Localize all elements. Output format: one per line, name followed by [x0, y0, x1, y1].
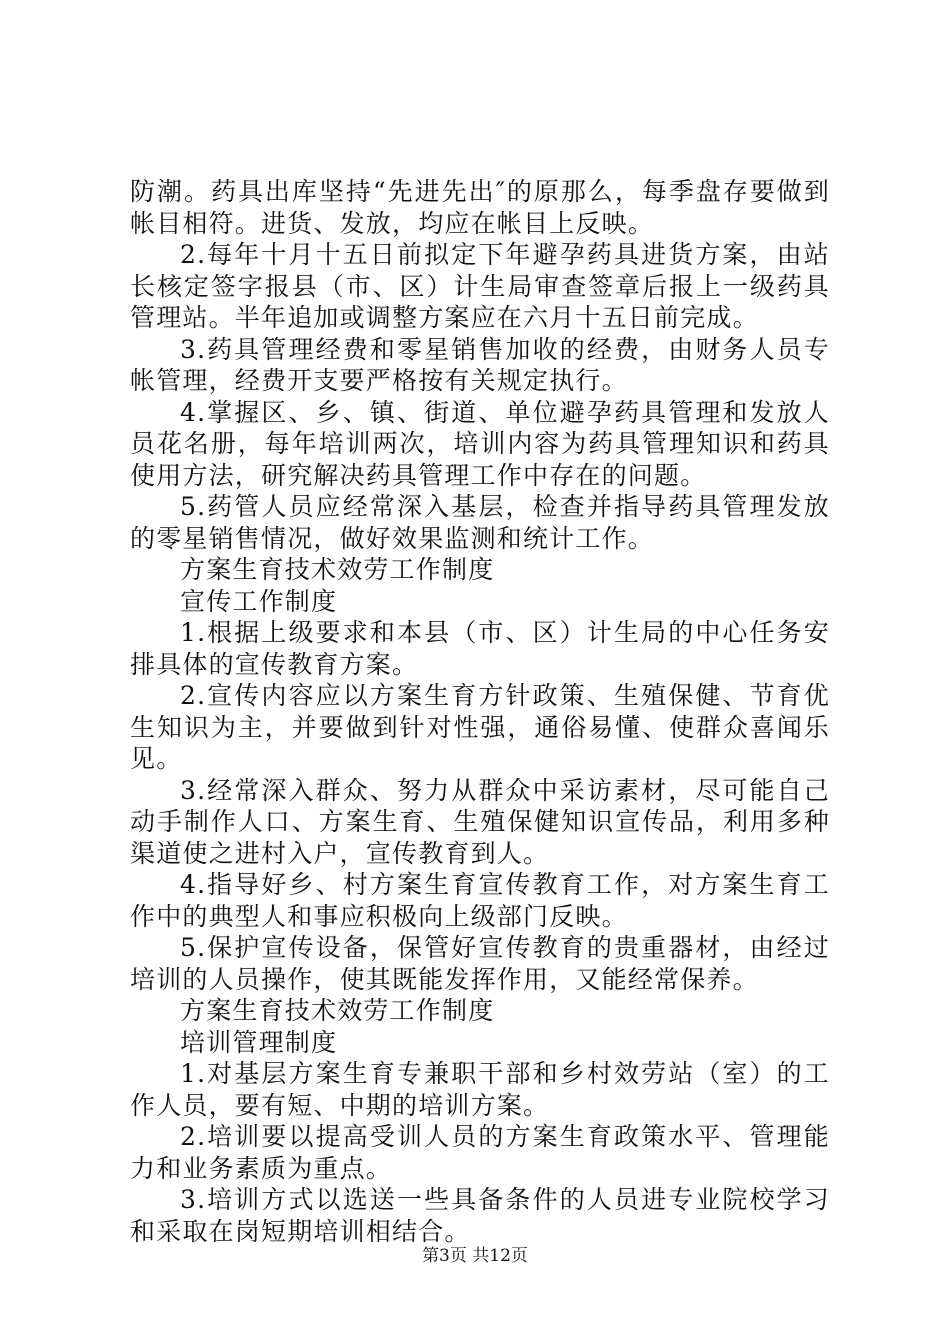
- paragraph: 2.每年十月十五日前拟定下年避孕药具进货方案，由站长核定签字报县（市、区）计生局审查签章后报上一级药具管理站。半年追加或调整方案应在六月十五日前完成。: [130, 240, 830, 332]
- page-number: 第3页 共12页: [422, 1246, 528, 1266]
- paragraph: 3.经常深入群众、努力从群众中采访素材，尽可能自己动手制作人口、方案生育、生殖保健知识宣传品，利用多种渠道使之进村入户，宣传教育到人。: [130, 775, 830, 868]
- paragraph: 3.药具管理经费和零星销售加收的经费，由财务人员专帐管理，经费开支要严格按有关规定执行。: [130, 334, 830, 395]
- paragraph: 3.培训方式以选送一些具备条件的人员进专业院校学习和采取在岗短期培训相结合。: [130, 1185, 830, 1246]
- paragraph: 2.培训要以提高受训人员的方案生育政策水平、管理能力和业务素质为重点。: [130, 1122, 830, 1183]
- paragraph: 防潮。药具出库坚持“先进先出″的原那么，每季盘存要做到帐目相符。进货、发放，均应在帐目上反映。: [130, 177, 830, 238]
- section-heading: 方案生育技术效劳工作制度: [180, 555, 495, 584]
- subsection-heading: 培训管理制度: [180, 1027, 338, 1057]
- paragraph: 4.指导好乡、村方案生育宣传教育工作，对方案生育工作中的典型人和事应积极向上级部门反映。: [130, 870, 830, 931]
- section-heading: 方案生育技术效劳工作制度: [180, 996, 495, 1025]
- page-footer: [0, 1245, 950, 1267]
- paragraph: 4.掌握区、乡、镇、街道、单位避孕药具管理和发放人员花名册，每年培训两次，培训内容为药具管理知识和药具使用方法，研究解决药具管理工作中存在的问题。: [130, 397, 830, 490]
- paragraph: 2.宣传内容应以方案生育方针政策、生殖保健、节育优生知识为主，并要做到针对性强，通俗易懂、使群众喜闻乐见。: [130, 681, 830, 773]
- paragraph: 5.药管人员应经常深入基层，检查并指导药具管理发放的零星销售情况，做好效果监测和统计工作。: [130, 492, 830, 553]
- subsection-heading: 宣传工作制度: [180, 586, 338, 616]
- document-body: [130, 176, 830, 1247]
- paragraph: 1.对基层方案生育专兼职干部和乡村效劳站（室）的工作人员，要有短、中期的培训方案。: [130, 1059, 830, 1120]
- paragraph: 5.保护宣传设备，保管好宣传教育的贵重器材，由经过培训的人员操作，使其既能发挥作用，又能经常保养。: [130, 933, 830, 994]
- paragraph: 1.根据上级要求和本县（市、区）计生局的中心任务安排具体的宣传教育方案。: [130, 618, 830, 679]
